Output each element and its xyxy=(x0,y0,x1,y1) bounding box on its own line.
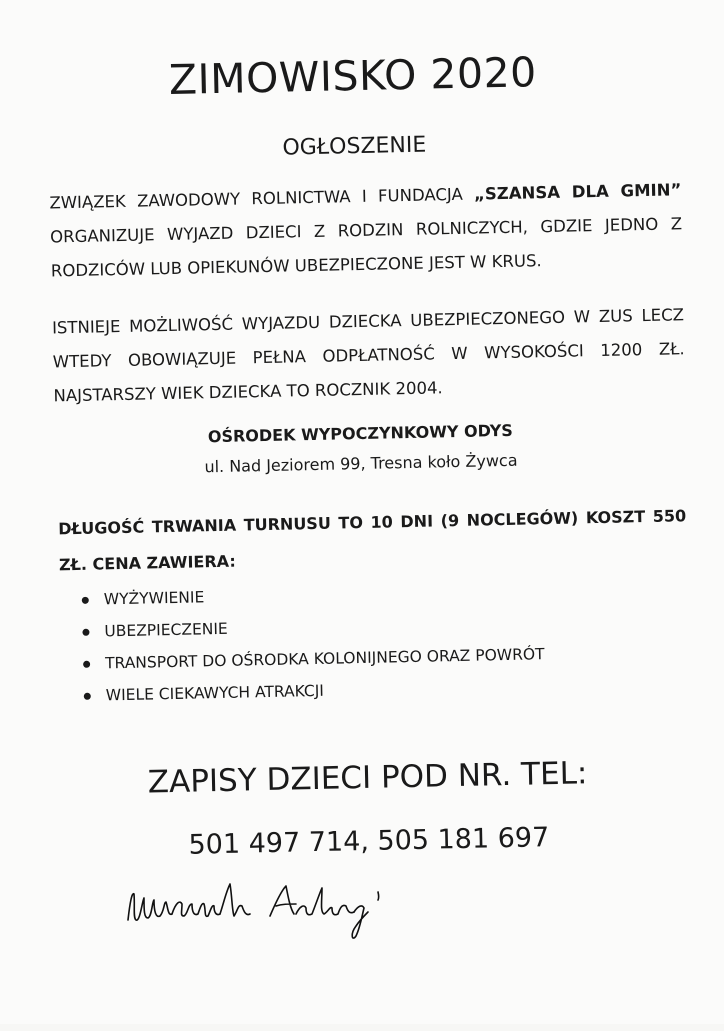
bullet-icon xyxy=(83,661,90,668)
bullet-icon xyxy=(82,597,89,604)
venue-address: ul. Nad Jeziorem 99, Tresna koło Żywca xyxy=(204,450,518,477)
bullet-icon xyxy=(84,693,91,700)
intro-lead: ZWIĄZEK ZAWODOWY ROLNICTWA I FUNDACJA xyxy=(49,184,475,213)
list-item-label: TRANSPORT DO OŚRODKA KOLONIJNEGO ORAZ POWRÓT xyxy=(104,645,545,673)
venue-name: OŚRODEK WYPOCZYNKOWY ODYS xyxy=(207,420,514,447)
signup-heading: ZAPISY DZIECI POD NR. TEL: xyxy=(147,755,588,801)
includes-list xyxy=(81,574,545,712)
list-item-label: WIELE CIEKAWYCH ATRAKCJI xyxy=(105,681,325,705)
duration-cost: DŁUGOŚĆ TRWANIA TURNUSU TO 10 DNI (9 NOCLEGÓW) KOSZT 550 ZŁ. CENA ZAWIERA: xyxy=(58,506,687,575)
foundation-name: „SZANSA DLA GMIN” xyxy=(473,180,682,204)
phone-numbers: 501 497 714, 505 181 697 xyxy=(188,822,550,861)
intro-rest: ORGANIZUJE WYJAZD DZIECI Z RODZIN ROLNICZYCH, GDZIE JEDNO Z RODZICÓW LUB OPIEKUNÓW UBEZPIECZONE JEST W KRUS. xyxy=(49,214,683,281)
bullet-icon xyxy=(82,629,89,636)
intro-paragraph xyxy=(49,173,683,288)
zus-paragraph: ISTNIEJE MOŻLIWOŚĆ WYJAZDU DZIECKA UBEZPIECZONEGO W ZUS LECZ WTEDY OBOWIĄZUJE PEŁNA ODPŁATNOŚĆ W WYSOKOŚCI 1200 ZŁ. NAJSTARSZY WIEK DZIECKA TO ROCZNIK 2004. xyxy=(51,305,685,406)
page-title: ZIMOWISKO 2020 xyxy=(168,48,538,104)
announcement-heading: OGŁOSZENIE xyxy=(282,132,427,161)
handwritten-signature xyxy=(120,872,420,946)
list-item-label: UBEZPIECZENIE xyxy=(104,619,228,641)
list-item-label: WYŻYWIENIE xyxy=(103,588,205,609)
